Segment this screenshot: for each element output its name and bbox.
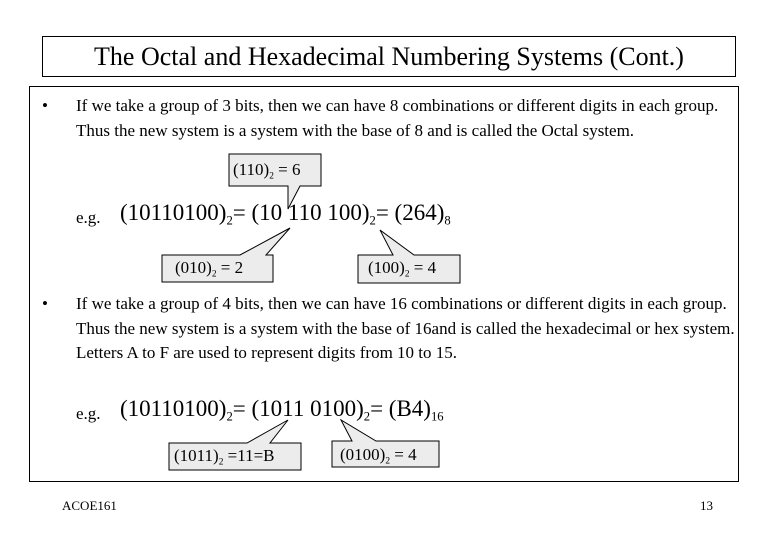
slide-title: The Octal and Hexadecimal Numbering Systems (Cont.)	[42, 36, 736, 77]
callout-110: $(110)_2 = 6$	[233, 160, 301, 182]
hex-expression	[120, 396, 444, 422]
hex-binary: (10110100)	[120, 396, 227, 421]
hex-result-base: 16	[430, 409, 444, 424]
hex-result: = (B4)	[370, 396, 431, 421]
bullet-1-text: If we take a group of 3 bits, then we can have 8 combinations or different digits in each group. Thus the new system is a system with the base of 8 and is called the Octal system.	[76, 96, 719, 140]
octal-eg-label: e.g.	[76, 208, 101, 227]
hex-eg-label: e.g.	[76, 404, 101, 423]
footer-course-code: ACOE161	[62, 498, 117, 513]
octal-result-base: 8	[444, 213, 451, 228]
callout-1011: $(1011)_2 =11=B$	[174, 446, 275, 468]
octal-grouped: = (10 110 100)	[232, 200, 370, 225]
callout-0100: $(0100)_2 = 4$	[340, 445, 417, 467]
octal-binary-base: 2	[226, 213, 233, 228]
hex-grouped: = (1011 0100)	[232, 396, 364, 421]
hex-grouped-base: 2	[363, 409, 371, 424]
bullet-2-text: If we take a group of 4 bits, then we can have 16 combinations or different digits in each group. Thus the new system is a system with the base of 16and is called the hexadecimal or hex system. Letters A to F are used to represent digits from 10 to 15.	[76, 294, 735, 362]
octal-result: = (264)	[375, 200, 445, 225]
bullet-1-dot: •	[42, 96, 48, 115]
octal-binary: (10110100)	[120, 200, 227, 225]
callout-010: $(010)_2 = 2$	[175, 258, 244, 280]
footer-page-number: 13	[700, 498, 713, 513]
callout-100: $(100)_2 = 4$	[368, 258, 437, 280]
octal-grouped-base: 2	[369, 213, 376, 228]
octal-expression	[120, 200, 451, 226]
hex-binary-base: 2	[226, 409, 233, 424]
bullet-2-dot: •	[42, 294, 48, 313]
